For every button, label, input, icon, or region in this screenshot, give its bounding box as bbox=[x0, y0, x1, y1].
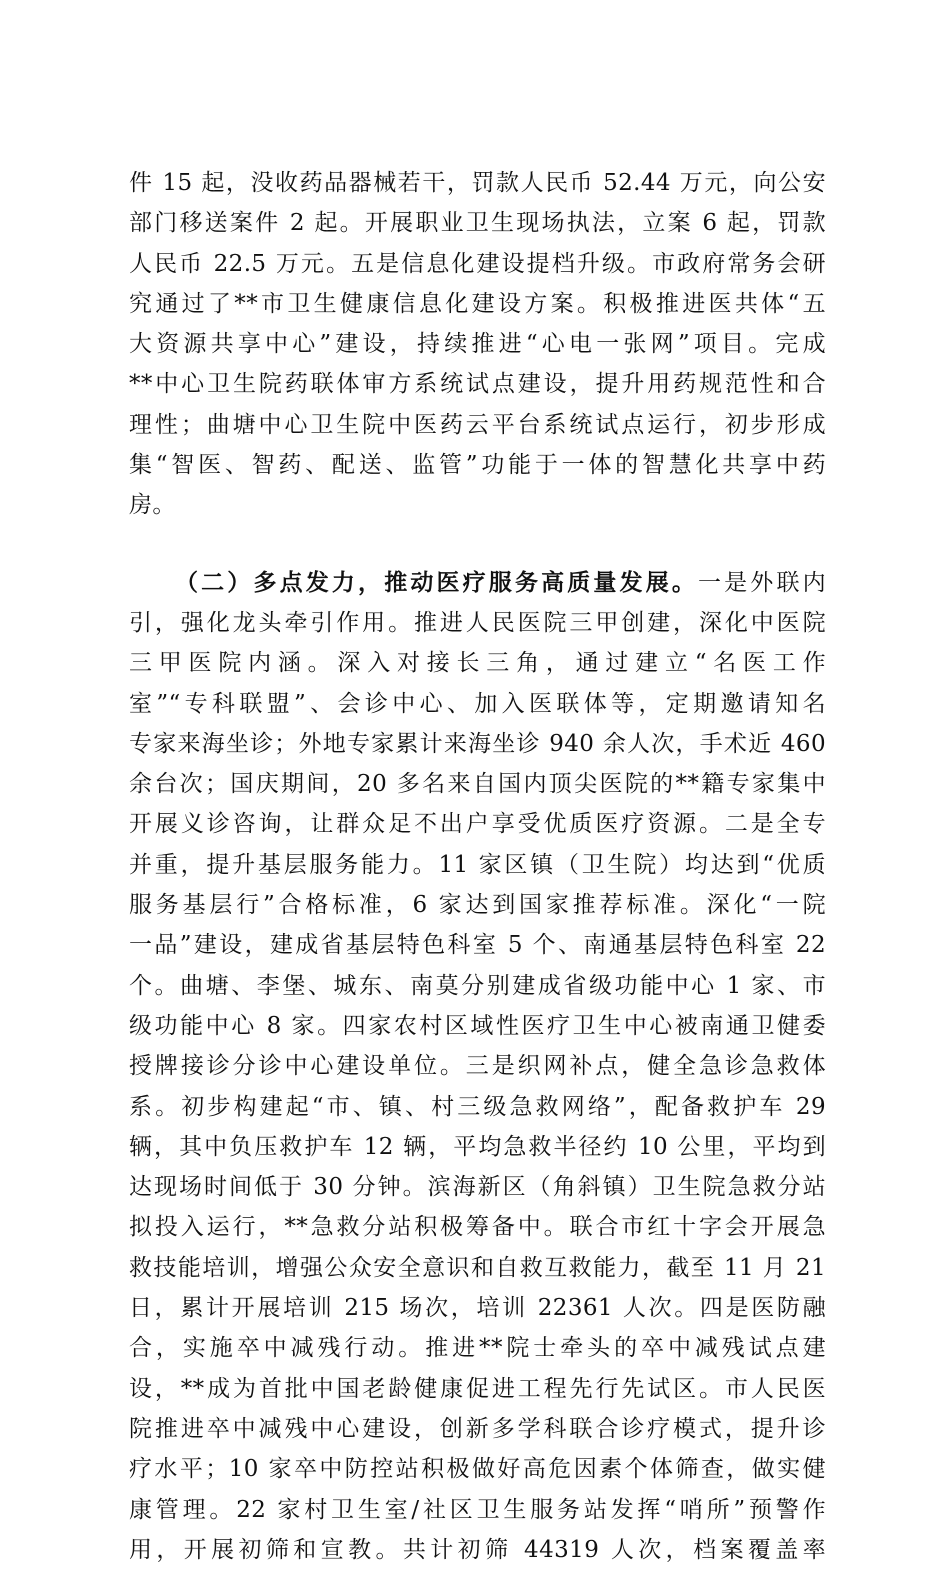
first-line-rest: 一是外联内 bbox=[698, 569, 826, 596]
text-line: 疗水平；10 家卒中防控站积极做好高危因素个体筛查，做实健 bbox=[129, 1456, 826, 1483]
text-line: 院推进卒中减残中心建设，创新多学科联合诊疗模式，提升诊 bbox=[129, 1415, 826, 1442]
text-line: 拟投入运行，**急救分站积极筹备中。联合市红十字会开展急 bbox=[129, 1214, 826, 1241]
text-line: 余台次；国庆期间，20 多名来自国内顶尖医院的**籍专家集中 bbox=[129, 771, 826, 798]
text-line: 系。初步构建起“市、镇、村三级急救网络”，配备救护车 29 bbox=[129, 1093, 826, 1120]
text-line: 授牌接诊分诊中心建设单位。三是织网补点，健全急诊急救体 bbox=[129, 1053, 826, 1080]
text-line: 集“智医、智药、配送、监管”功能于一体的智慧化共享中药 bbox=[129, 452, 826, 479]
text-line: 理性；曲塘中心卫生院中医药云平台系统试点运行，初步形成 bbox=[129, 411, 826, 438]
text-line: 部门移送案件 2 起。开展职业卫生现场执法，立案 6 起，罚款 bbox=[129, 210, 826, 237]
text-line: 服务基层行”合格标准，6 家达到国家推荐标准。深化“一院 bbox=[129, 892, 826, 919]
text-line: 专家来海坐诊；外地专家累计来海坐诊 940 余人次，手术近 460 bbox=[129, 730, 826, 757]
text-line: 救技能培训，增强公众安全意识和自救互救能力，截至 11 月 21 bbox=[129, 1254, 826, 1281]
paragraph-medical-services bbox=[129, 563, 826, 1570]
text-line: 日，累计开展培训 215 场次，培训 22361 人次。四是医防融 bbox=[129, 1295, 826, 1322]
text-line: 级功能中心 8 家。四家农村区域性医疗卫生中心被南通卫健委 bbox=[129, 1012, 826, 1039]
text-line: 用，开展初筛和宣教。共计初筛 44319 人次，档案覆盖率 bbox=[129, 1536, 826, 1563]
text-line: 合，实施卒中减残行动。推进**院士牵头的卒中减残试点建 bbox=[129, 1335, 826, 1362]
text-line: 一品”建设，建成省基层特色科室 5 个、南通基层特色科室 22 bbox=[129, 932, 826, 959]
text-line: 辆，其中负压救护车 12 辆，平均急救半径约 10 公里，平均到 bbox=[129, 1133, 826, 1160]
text-line: 究通过了**市卫生健康信息化建设方案。积极推进医共体“五 bbox=[129, 290, 826, 317]
text-line: **中心卫生院药联体审方系统试点建设，提升用药规范性和合 bbox=[129, 371, 826, 398]
paragraph-first-line bbox=[129, 563, 826, 603]
text-line: 三甲医院内涵。深入对接长三角，通过建立“名医工作 bbox=[129, 650, 826, 677]
text-line: 达现场时间低于 30 分钟。滨海新区（角斜镇）卫生院急救分站 bbox=[129, 1174, 826, 1201]
text-line: 件 15 起，没收药品器械若干，罚款人民币 52.44 万元，向公安 bbox=[129, 170, 826, 196]
text-line: 个。曲塘、李堡、城东、南莫分别建成省级功能中心 1 家、市 bbox=[129, 972, 826, 999]
text-line: 设，**成为首批中国老龄健康促进工程先行先试区。市人民医 bbox=[129, 1375, 826, 1402]
text-line: 开展义诊咨询，让群众足不出户享受优质医疗资源。二是全专 bbox=[129, 811, 826, 838]
text-line: 人民币 22.5 万元。五是信息化建设提档升级。市政府常务会研 bbox=[129, 250, 826, 277]
text-line: 房。 bbox=[129, 492, 176, 519]
text-line: 引，强化龙头牵引作用。推进人民医院三甲创建，深化中医院 bbox=[129, 609, 826, 636]
text-line: 康管理。22 家村卫生室/社区卫生服务站发挥“哨所”预警作 bbox=[129, 1496, 826, 1523]
text-line: 室”“专科联盟”、会诊中心、加入医联体等，定期邀请知名 bbox=[129, 690, 826, 717]
paragraph-informatization bbox=[129, 163, 826, 526]
text-line: 并重，提升基层服务能力。11 家区镇（卫生院）均达到“优质 bbox=[129, 851, 826, 878]
text-line: 大资源共享中心”建设，持续推进“心电一张网”项目。完成 bbox=[129, 331, 826, 358]
section-heading: （二）多点发力，推动医疗服务高质量发展。 bbox=[175, 568, 698, 596]
document-page bbox=[129, 163, 826, 1570]
paragraph-spacer bbox=[129, 526, 826, 563]
